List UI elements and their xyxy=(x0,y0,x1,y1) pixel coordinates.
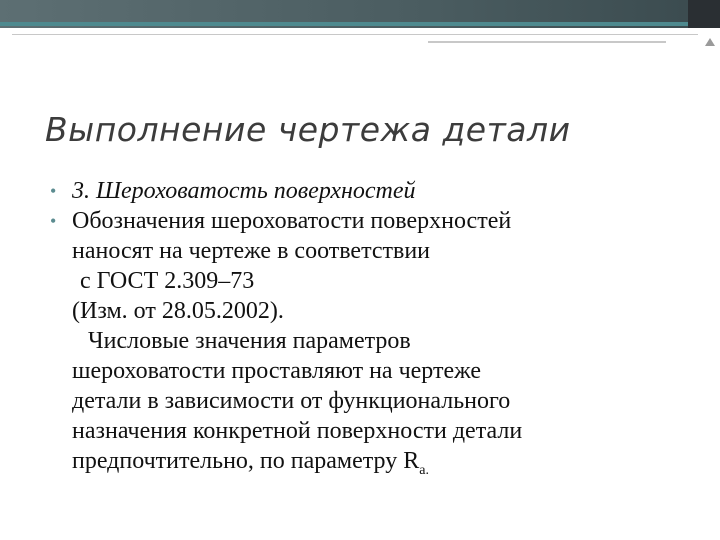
bullet-line-last xyxy=(72,446,710,486)
bullet-line: с ГОСТ 2.309–73 xyxy=(80,268,255,294)
header-rule xyxy=(12,34,698,35)
bullet-line: Числовые значения параметров xyxy=(88,328,411,354)
bullet-line: Обозначения шероховатости поверхностей xyxy=(72,208,512,234)
bullet-line: шероховатости проставляют на чертеже xyxy=(72,358,482,384)
slide-title: Выполнение чертежа детали xyxy=(45,110,571,149)
slide-body xyxy=(50,176,710,486)
bullet-item xyxy=(50,176,710,206)
parameter-subscript: a. xyxy=(419,463,429,478)
bullet-item xyxy=(50,206,710,486)
bullet-icon: • xyxy=(50,211,57,231)
bullet-icon: • xyxy=(50,181,57,201)
bullet-line: наносят на чертеже в соответствии xyxy=(72,238,431,264)
triangle-icon xyxy=(705,38,715,46)
bullet-line: (Изм. от 28.05.2002). xyxy=(72,298,284,324)
header-accent-line xyxy=(0,22,688,26)
bullet-line: детали в зависимости от функционального xyxy=(72,388,511,414)
bullet-line-text: предпочтительно, по параметру R xyxy=(72,448,420,474)
bullet-line: назначения конкретной поверхности детали xyxy=(72,418,523,444)
bullet-text: 3. Шероховатость поверхностей xyxy=(72,178,416,204)
header-rule-short xyxy=(428,41,666,43)
header-corner-block xyxy=(688,0,720,28)
header-band xyxy=(0,0,720,28)
